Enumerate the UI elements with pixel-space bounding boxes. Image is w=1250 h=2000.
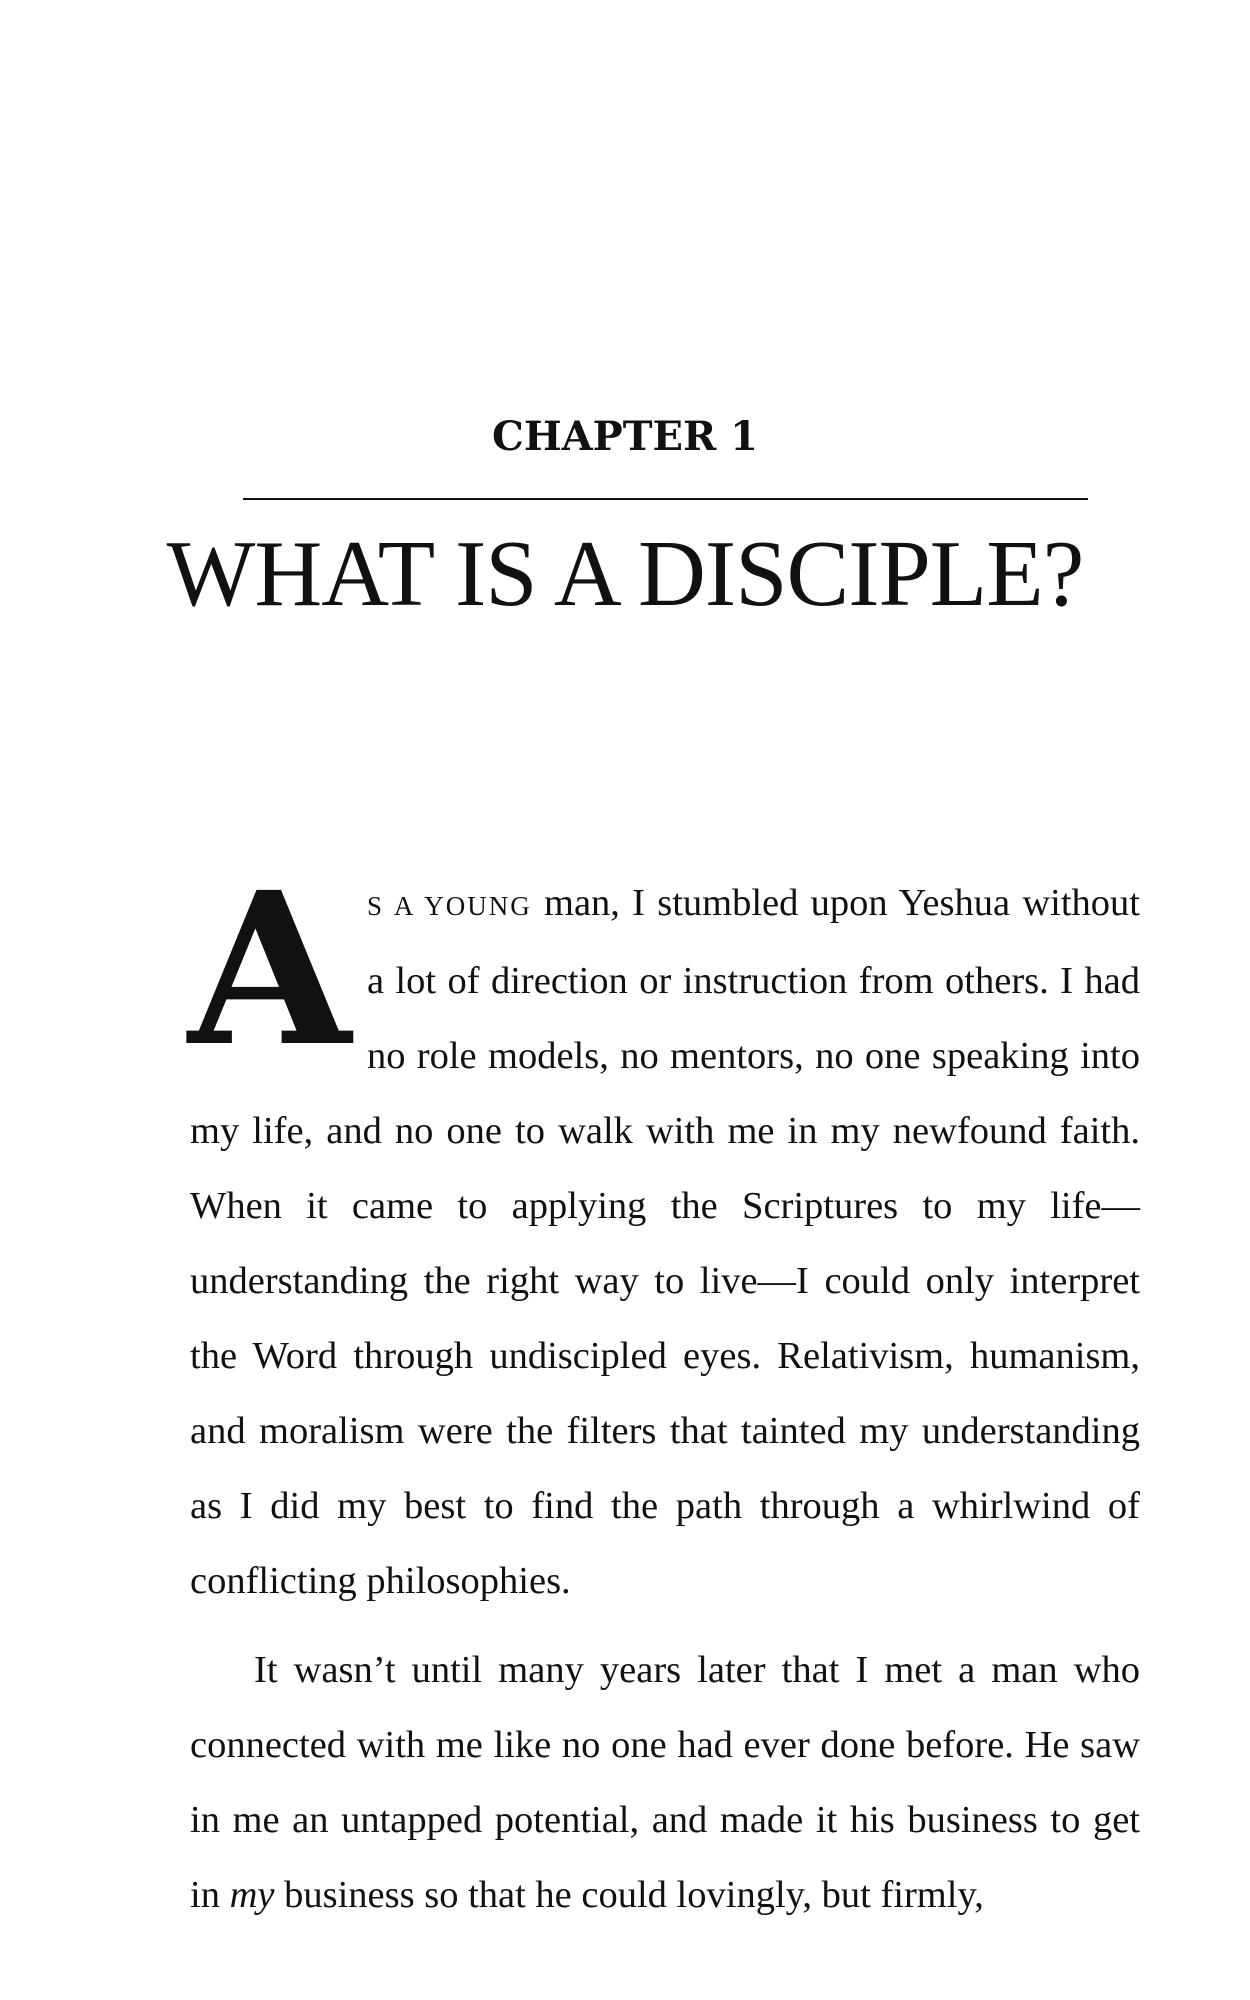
body-text [188,846,1140,1933]
paragraph-1-text: man, I stumbled upon Yeshua without a lot of direction or instruction from others. I had no role models, no mentors, no one speaking into my life, and no one to walk with me in my newfound faith. When it came to applying the Scriptures to my life—understanding the right way to live—I could only interpret the Word through undiscipled eyes. Relativism, humanism, and moralism were the filters that tainted my understanding as I did my best to find the path through a whirlwind of conflicting philosophies. [190,882,1140,1602]
small-caps-lead: S A YOUNG [366,891,532,921]
chapter-title: WHAT IS A DISCIPLE? [166,522,1084,626]
chapter-divider [243,498,1088,500]
paragraph-2-text-after: business so that he could lovingly, but firmly, [274,1874,984,1916]
paragraph-2 [190,1633,1140,1933]
paragraph-2-text-before: It wasn’t until many years later that I met a man who connected with me like no one had ever done before. He saw in me an untapped potential, and made it his business to get in [190,1649,1140,1916]
chapter-label: CHAPTER 1 [492,413,758,460]
paragraph-2-emphasis: my [229,1874,275,1916]
drop-cap: A [188,846,351,1093]
paragraph-1 [188,846,1140,1619]
